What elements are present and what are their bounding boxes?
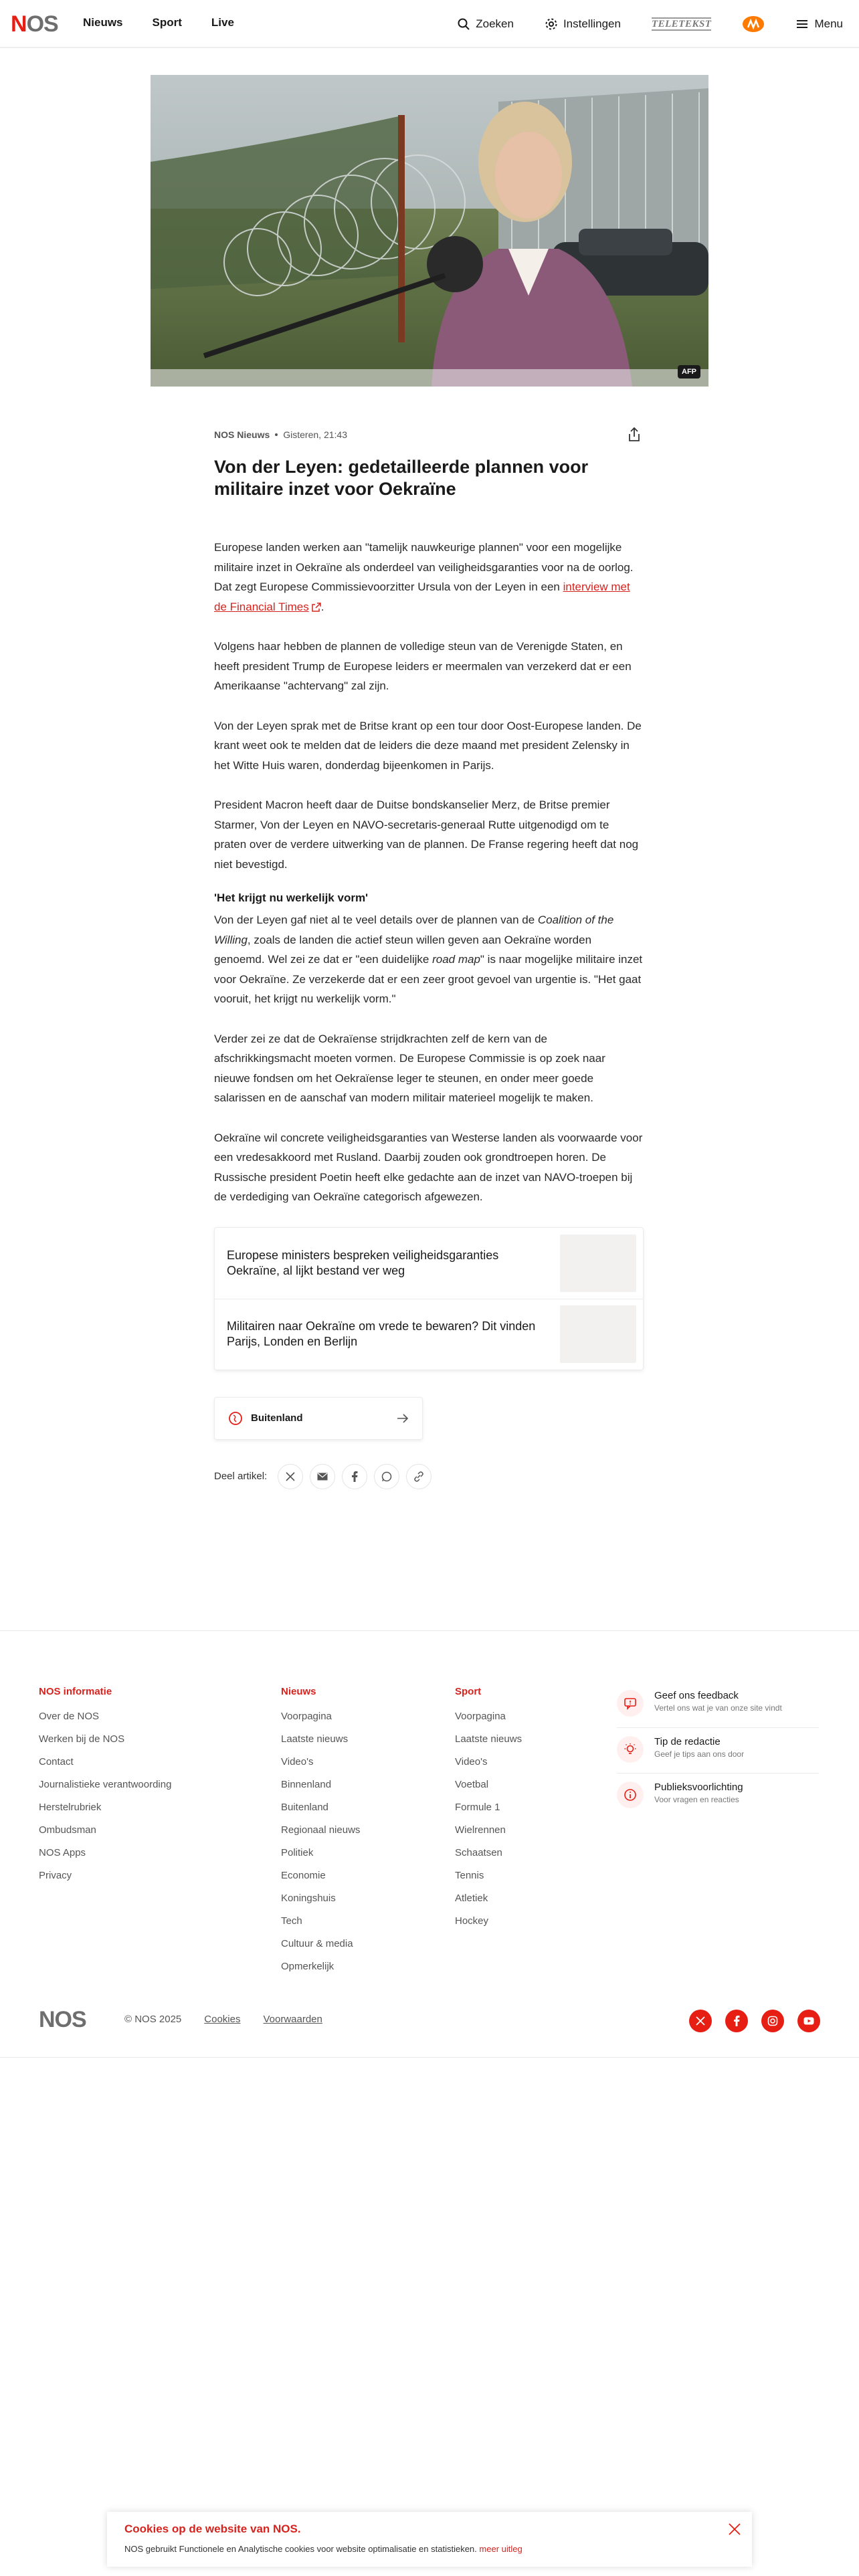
paragraph-2: Volgens haar hebben de plannen de volledige steun van de Verenigde Staten, en heeft president Trump de Europese leiders er meermalen van verzekerd dat er een Amerikaanse "achtervang" zal zijn.	[214, 640, 632, 692]
header-actions	[457, 12, 843, 36]
close-icon	[727, 2521, 743, 2537]
cookie-text: NOS gebruikt Functionele en Analytische cookies voor website optimalisatie en statistieken. meer uitleg	[124, 2544, 522, 2554]
footer-contact-cards	[617, 1682, 819, 1818]
x-icon	[286, 1472, 295, 1481]
link-icon	[413, 1471, 424, 1482]
footer-link[interactable]: Tennis	[455, 1870, 484, 1881]
feedback-card[interactable]: Geef ons feedback Vertel ons wat je van onze site vindt	[617, 1682, 819, 1727]
youtube-icon	[803, 2017, 814, 2025]
footer-link[interactable]: Voorpagina	[455, 1711, 506, 1722]
hero-photo	[151, 75, 708, 387]
footer-link[interactable]: Wielrennen	[455, 1824, 506, 1836]
hamburger-icon	[795, 17, 809, 31]
info-card[interactable]: Publieksvoorlichting Voor vragen en reacties	[617, 1773, 819, 1818]
footer-divider	[0, 2057, 859, 2058]
footer-link[interactable]: Binnenland	[281, 1779, 332, 1790]
nav-sport[interactable]: Sport	[152, 16, 182, 29]
tag-buitenland[interactable]	[214, 1397, 423, 1440]
footer-nos-informatie: NOS informatie Over de NOS Werken bij de NOS Contact Journalistieke verantwoording Herstelrubriek Ombudsman NOS Apps Privacy	[39, 1686, 171, 1887]
article-source: NOS Nieuws	[214, 429, 270, 440]
settings-button[interactable]: Instellingen	[545, 17, 621, 31]
footer-link[interactable]: Video's	[455, 1756, 488, 1767]
social-facebook-button[interactable]	[725, 2010, 748, 2032]
cookie-close-button[interactable]	[727, 2521, 743, 2537]
share-x-button[interactable]	[278, 1464, 303, 1489]
copy-link-button[interactable]	[406, 1464, 432, 1489]
whatsapp-icon	[381, 1471, 392, 1482]
npo-icon	[742, 15, 765, 33]
top-navigation-bar	[0, 0, 859, 48]
paragraph-1: Europese landen werken aan "tamelijk nauwkeurige plannen" voor een mogelijke militaire inzet in Oekraïne als onderdeel van veiligheidsgaranties voor na de oorlog. Dat zegt Europese Commissievoorzitter Ursula von der Leyen in een interview met de Financial Times .	[214, 541, 634, 613]
tag-label: Buitenland	[251, 1412, 303, 1424]
paragraph-7: Oekraïne wil concrete veiligheidsgaranties van Westerse landen als voorwaarde voor een vredesakkoord met Rusland. Daarbij zouden ook grondtroepen horen. De Russische president Poetin heeft elke gedachte aan de inzet van NAVO-troepen bij de verdediging van Oekraïne categorisch afgewezen.	[214, 1131, 643, 1203]
x-icon	[696, 2016, 705, 2026]
social-instagram-button[interactable]	[761, 2010, 784, 2032]
footer-link[interactable]: Voetbal	[455, 1779, 489, 1790]
search-icon	[457, 17, 470, 31]
teletekst-link[interactable]: TELETEKST	[651, 19, 712, 29]
gear-icon	[545, 17, 558, 31]
footer-link[interactable]: Cultuur & media	[281, 1938, 353, 1949]
feedback-icon	[617, 1690, 644, 1717]
share-whatsapp-button[interactable]	[374, 1464, 399, 1489]
footer-link[interactable]: Video's	[281, 1756, 314, 1767]
photo-credit: AFP	[678, 365, 700, 379]
cookie-more-link[interactable]: meer uitleg	[479, 2544, 522, 2554]
paragraph-3: Von der Leyen sprak met de Britse krant op een tour door Oost-Europese landen. De krant weet ook te melden dat de leiders die deze maand met president Zelensky in het Witte Huis waren, donderdag bijeenkomen in Parijs.	[214, 719, 642, 772]
nav-nieuws[interactable]: Nieuws	[83, 16, 123, 29]
footer	[0, 1630, 859, 2065]
globe-icon	[228, 1411, 243, 1426]
article-body	[214, 538, 644, 1207]
footer-link[interactable]: Werken bij de NOS	[39, 1733, 125, 1745]
article	[214, 428, 644, 1489]
terms-link[interactable]: Voorwaarden	[263, 2014, 322, 2025]
footer-link[interactable]: Ombudsman	[39, 1824, 96, 1836]
footer-link[interactable]: Contact	[39, 1756, 74, 1767]
nos-logo[interactable]: N OS	[11, 11, 58, 37]
related-article-thumbnail	[560, 1235, 636, 1292]
footer-nieuws: Nieuws Voorpagina Laatste nieuws Video's Binnenland Buitenland Regionaal nieuws Politiek Economie Koningshuis Tech Cultuur & media Opmerkelijk	[281, 1686, 360, 1978]
share-email-button[interactable]	[310, 1464, 335, 1489]
footer-link[interactable]: Herstelrubriek	[39, 1802, 102, 1813]
related-article-thumbnail	[560, 1305, 636, 1363]
footer-social	[689, 2010, 820, 2032]
paragraph-6: Verder zei ze dat de Oekraïense strijdkrachten zelf de kern van de afschrikkingsmacht moeten vormen. De Europese Commissie is op zoek naar nieuwe fondsen om het Oekraïense leger te steunen, en onder meer goede salarissen en de aanschaf van modern militair materieel mogelijk te maken.	[214, 1032, 605, 1104]
instagram-icon	[767, 2016, 778, 2026]
share-icon	[627, 427, 642, 443]
footer-link[interactable]: Voorpagina	[281, 1711, 332, 1722]
footer-sport: Sport Voorpagina Laatste nieuws Video's Voetbal Formule 1 Wielrennen Schaatsen Tennis Atletiek Hockey	[455, 1686, 522, 1933]
share-facebook-button[interactable]	[342, 1464, 367, 1489]
cookies-link[interactable]: Cookies	[204, 2014, 241, 2025]
cookie-banner	[107, 2512, 752, 2567]
cookie-title: Cookies op de website van NOS.	[124, 2523, 301, 2535]
info-icon	[617, 1782, 644, 1808]
related-article[interactable]	[215, 1228, 643, 1299]
hero-image	[151, 75, 708, 387]
financial-times-link[interactable]: interview met de Financial Times	[214, 580, 630, 613]
footer-link[interactable]: Buitenland	[281, 1802, 328, 1813]
footer-link[interactable]: Politiek	[281, 1847, 314, 1858]
mail-icon	[317, 1473, 328, 1481]
footer-link[interactable]: Opmerkelijk	[281, 1961, 335, 1972]
npo-logo[interactable]	[742, 15, 765, 33]
lightbulb-icon	[617, 1736, 644, 1763]
meta-separator	[275, 433, 278, 436]
social-x-button[interactable]	[689, 2010, 712, 2032]
footer-link[interactable]: Journalistieke verantwoording	[39, 1779, 172, 1790]
footer-link[interactable]: NOS Apps	[39, 1847, 86, 1858]
tip-card[interactable]: Tip de redactie Geef je tips aan ons door	[617, 1727, 819, 1773]
footer-link[interactable]: Formule 1	[455, 1802, 500, 1813]
related-article[interactable]	[215, 1299, 643, 1370]
article-meta	[214, 428, 644, 441]
footer-link[interactable]: Over de NOS	[39, 1711, 100, 1722]
footer-link[interactable]: Privacy	[39, 1870, 72, 1881]
social-youtube-button[interactable]	[797, 2010, 820, 2032]
facebook-icon	[351, 1471, 358, 1482]
footer-link[interactable]: Schaatsen	[455, 1847, 502, 1858]
footer-nos-logo[interactable]: NOS	[39, 2007, 86, 2032]
footer-link[interactable]: Economie	[281, 1870, 326, 1881]
facebook-icon	[733, 2016, 740, 2026]
share-button[interactable]	[625, 425, 644, 444]
related-articles	[214, 1227, 644, 1370]
footer-link[interactable]: Koningshuis	[281, 1893, 336, 1904]
share-label: Deel artikel:	[214, 1471, 268, 1482]
footer-bottom	[39, 2006, 820, 2035]
article-time: Gisteren, 21:43	[283, 429, 347, 440]
article-subheading: 'Het krijgt nu werkelijk vorm'	[214, 891, 369, 904]
search-button[interactable]: Zoeken	[457, 17, 514, 31]
arrow-right-icon	[397, 1414, 409, 1423]
share-row	[214, 1464, 644, 1489]
footer-legal-links	[124, 2014, 322, 2025]
related-article-title: Militairen naar Oekraïne om vrede te bewaren? Dit vinden Parijs, Londen en Berlijn	[227, 1319, 536, 1348]
article-title: Von der Leyen: gedetailleerde plannen voor militaire inzet voor Oekraïne	[214, 457, 589, 499]
menu-button[interactable]: Menu	[795, 17, 843, 31]
footer-link[interactable]: Hockey	[455, 1915, 489, 1927]
footer-link[interactable]: Laatste nieuws	[281, 1733, 349, 1745]
footer-link[interactable]: Laatste nieuws	[455, 1733, 522, 1745]
footer-link[interactable]: Regionaal nieuws	[281, 1824, 361, 1836]
related-article-title: Europese ministers bespreken veiligheidsgaranties Oekraïne, al lijkt bestand ver weg	[227, 1248, 499, 1277]
footer-link[interactable]: Tech	[281, 1915, 302, 1927]
paragraph-4: President Macron heeft daar de Duitse bondskanselier Merz, de Britse premier Starmer, Von der Leyen en NAVO-secretaris-generaal Rutte uitgenodigd om te praten over de verdere uitwerking van de plannen. De Franse regering heeft dat nog niet bevestigd.	[214, 798, 639, 871]
copyright: © NOS 2025	[124, 2014, 182, 2025]
main-nav	[83, 16, 234, 29]
nav-live[interactable]: Live	[211, 16, 234, 29]
footer-link[interactable]: Atletiek	[455, 1893, 488, 1904]
paragraph-5: Von der Leyen gaf niet al te veel details over de plannen van de Coalition of the Willing, zoals de landen die actief steun willen geven aan Oekraïne worden genoemd. Wel zei ze dat er "een duidelijke road map" is naar mogelijke militaire inzet voor Oekraïne. Ze verzekerde dat er een zeer groot gevoel van urgentie is. "Het gaat vooruit, het krijgt nu werkelijk vorm."	[214, 914, 643, 1005]
external-link-icon	[312, 603, 321, 612]
